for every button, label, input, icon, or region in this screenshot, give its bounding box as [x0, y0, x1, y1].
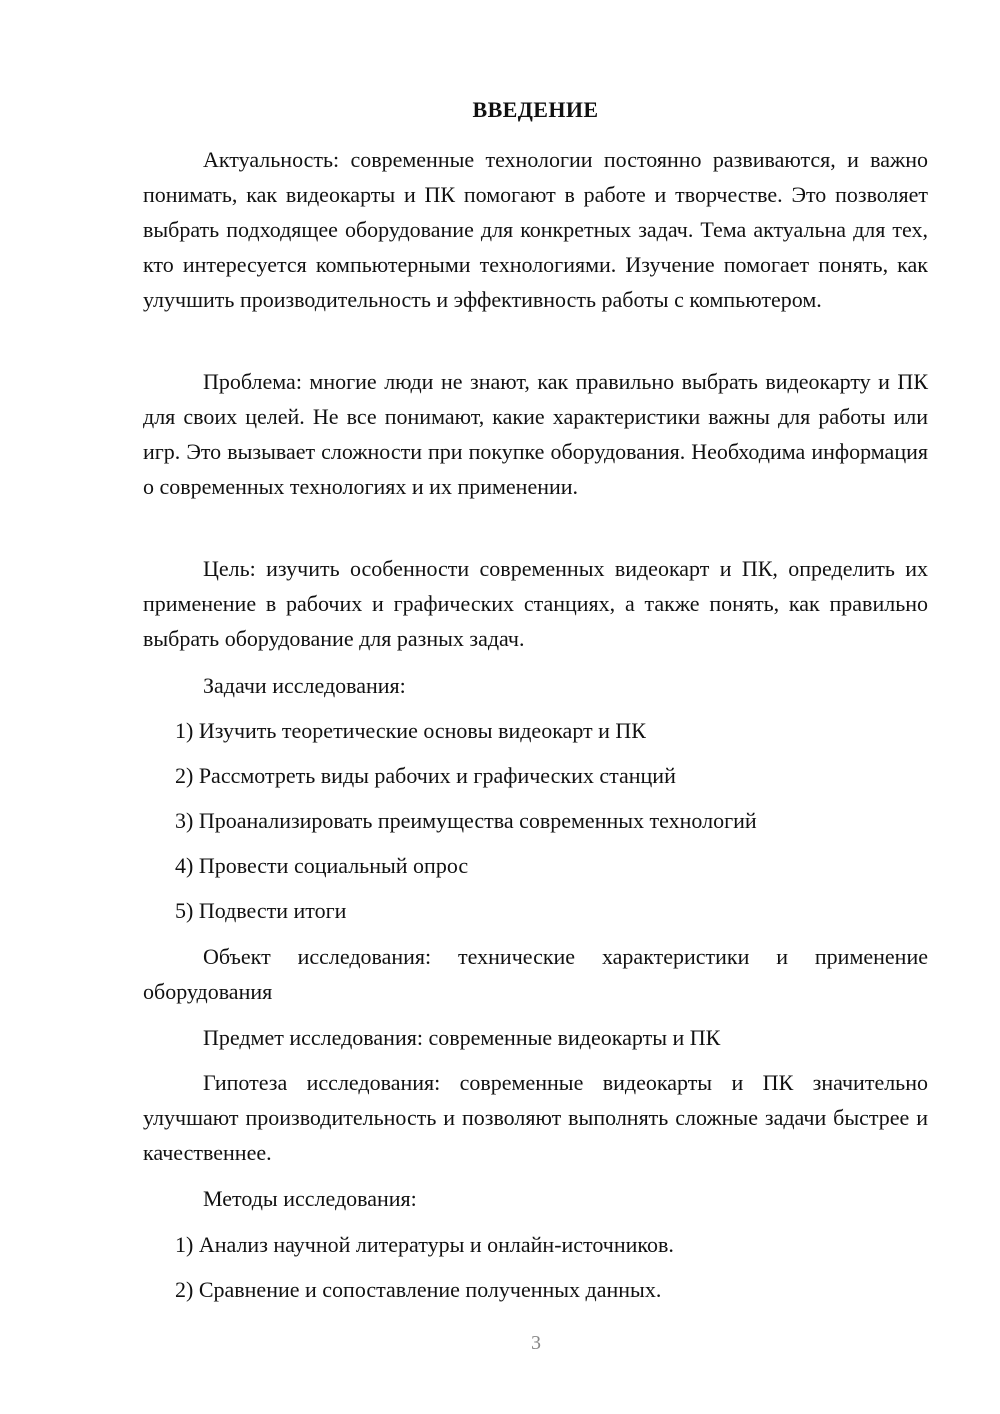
- task-item-2: 2) Рассмотреть виды рабочих и графических станций: [175, 763, 676, 788]
- task-item-3: 3) Проанализировать преимущества современных технологий: [175, 808, 757, 833]
- paragraph-problem: Проблема: многие люди не знают, как правильно выбрать видеокарту и ПК для своих целей. Не все понимают, какие характеристики важны для работы или игр. Это вызывает сложности при покупке оборудования. Необходима информация о современных технологиях и их применении.: [143, 369, 928, 499]
- paragraph-subject: Предмет исследования: современные видеокарты и ПК: [203, 1025, 721, 1050]
- paragraph-hypothesis: Гипотеза исследования: современные видеокарты и ПК значительно улучшают производительность и позволяют выполнять сложные задачи быстрее и качественнее.: [143, 1070, 928, 1165]
- page-number: 3: [531, 1332, 541, 1354]
- methods-title: Методы исследования:: [203, 1186, 417, 1211]
- paragraph-relevance: Актуальность: современные технологии постоянно развиваются, и важно понимать, как видеокарты и ПК помогают в работе и творчестве. Это позволяет выбрать подходящее оборудование для конкретных задач. Тема актуальна для тех, кто интересуется компьютерными технологиями. Изучение помогает понять, как улучшить производительность и эффективность работы с компьютером.: [143, 147, 928, 312]
- task-item-5: 5) Подвести итоги: [175, 898, 347, 923]
- paragraph-goal: Цель: изучить особенности современных видеокарт и ПК, определить их применение в рабочих и графических станциях, а также понять, как правильно выбрать оборудование для разных задач.: [143, 556, 928, 651]
- task-item-1: 1) Изучить теоретические основы видеокарт и ПК: [175, 718, 646, 743]
- method-item-1: 1) Анализ научной литературы и онлайн-источников.: [175, 1232, 674, 1257]
- tasks-title: Задачи исследования:: [203, 673, 406, 698]
- section-heading: ВВЕДЕНИЕ: [472, 97, 599, 122]
- task-item-4: 4) Провести социальный опрос: [175, 853, 469, 878]
- method-item-2: 2) Сравнение и сопоставление полученных данных.: [175, 1277, 662, 1302]
- paragraph-object: Объект исследования: технические характеристики и применение оборудования: [143, 944, 928, 1004]
